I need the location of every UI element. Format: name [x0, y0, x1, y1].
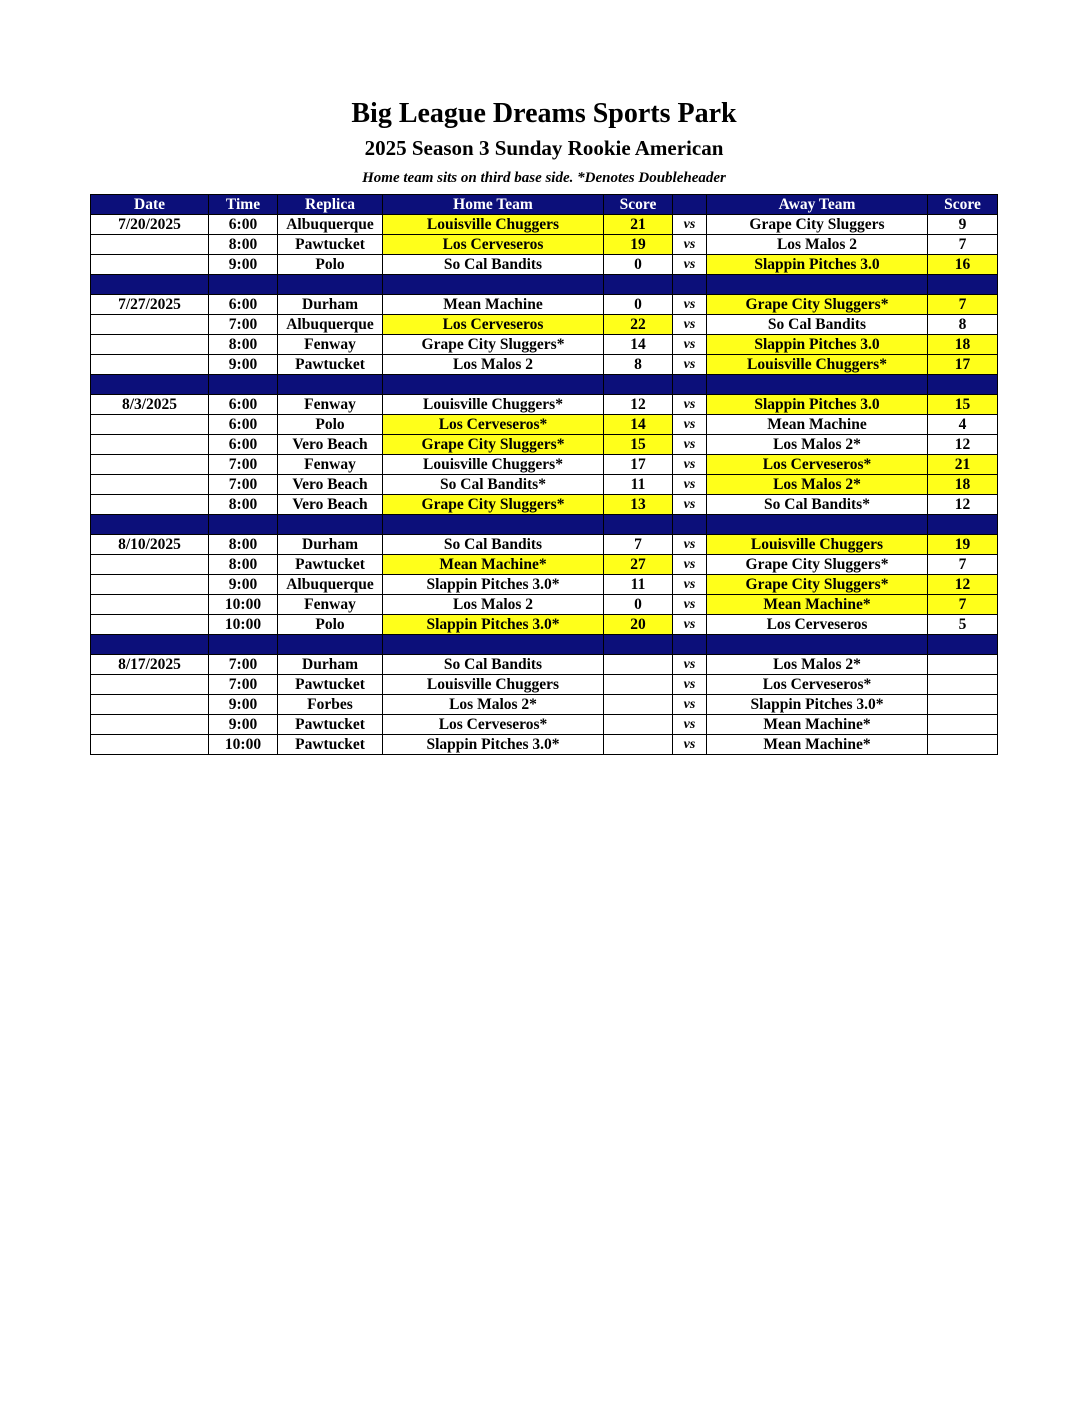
separator-cell: [928, 275, 998, 295]
home-score-cell: [604, 675, 673, 695]
vs-cell: vs: [673, 255, 707, 275]
vs-cell: vs: [673, 715, 707, 735]
field-cell: Durham: [278, 655, 383, 675]
game-time-cell: 10:00: [209, 735, 278, 755]
away-score-cell: 16: [928, 255, 998, 275]
game-date-cell: [91, 435, 209, 455]
home-team-cell: So Cal Bandits: [383, 535, 604, 555]
vs-cell: vs: [673, 555, 707, 575]
home-team-cell: Los Cerveseros: [383, 235, 604, 255]
game-time-cell: 8:00: [209, 335, 278, 355]
away-score-cell: 18: [928, 475, 998, 495]
game-date-cell: 8/10/2025: [91, 535, 209, 555]
home-team-cell: Los Malos 2: [383, 355, 604, 375]
game-time-cell: 8:00: [209, 555, 278, 575]
game-time-cell: 9:00: [209, 575, 278, 595]
field-cell: Polo: [278, 615, 383, 635]
field-cell: Polo: [278, 415, 383, 435]
separator-cell: [673, 275, 707, 295]
field-cell: Pawtucket: [278, 735, 383, 755]
away-team-cell: Mean Machine*: [707, 735, 928, 755]
home-score-cell: 27: [604, 555, 673, 575]
game-row: [91, 215, 998, 235]
vs-cell: vs: [673, 395, 707, 415]
field-cell: Pawtucket: [278, 555, 383, 575]
home-score-cell: [604, 735, 673, 755]
away-team-cell: Mean Machine: [707, 415, 928, 435]
game-time-cell: 6:00: [209, 295, 278, 315]
separator-cell: [383, 375, 604, 395]
home-score-cell: 21: [604, 215, 673, 235]
home-score-cell: 19: [604, 235, 673, 255]
game-time-cell: 6:00: [209, 435, 278, 455]
col-home-team-header: Home Team: [383, 195, 604, 215]
home-score-cell: 12: [604, 395, 673, 415]
game-row: [91, 455, 998, 475]
field-cell: Fenway: [278, 455, 383, 475]
game-date-cell: [91, 475, 209, 495]
game-date-cell: 8/3/2025: [91, 395, 209, 415]
away-team-cell: Grape City Sluggers*: [707, 295, 928, 315]
field-cell: Fenway: [278, 395, 383, 415]
col-time-header: Time: [209, 195, 278, 215]
away-team-cell: Slappin Pitches 3.0: [707, 395, 928, 415]
home-score-cell: 0: [604, 295, 673, 315]
vs-cell: vs: [673, 695, 707, 715]
separator-cell: [604, 635, 673, 655]
away-score-cell: 7: [928, 295, 998, 315]
home-team-cell: Grape City Sluggers*: [383, 435, 604, 455]
home-team-cell: Louisville Chuggers: [383, 215, 604, 235]
game-row: [91, 555, 998, 575]
game-row: [91, 595, 998, 615]
game-row: [91, 355, 998, 375]
game-date-cell: [91, 255, 209, 275]
field-cell: Vero Beach: [278, 495, 383, 515]
away-team-cell: Mean Machine*: [707, 595, 928, 615]
game-row: [91, 395, 998, 415]
away-team-cell: Los Cerveseros*: [707, 455, 928, 475]
away-team-cell: So Cal Bandits: [707, 315, 928, 335]
away-team-cell: Los Malos 2: [707, 235, 928, 255]
home-team-cell: Slappin Pitches 3.0*: [383, 735, 604, 755]
separator-cell: [928, 375, 998, 395]
game-row: [91, 255, 998, 275]
game-date-cell: [91, 735, 209, 755]
game-time-cell: 8:00: [209, 535, 278, 555]
col-away-team-header: Away Team: [707, 195, 928, 215]
field-cell: Albuquerque: [278, 315, 383, 335]
separator-cell: [91, 635, 209, 655]
field-cell: Forbes: [278, 695, 383, 715]
away-score-cell: 5: [928, 615, 998, 635]
separator-cell: [278, 515, 383, 535]
field-cell: Durham: [278, 295, 383, 315]
away-score-cell: 15: [928, 395, 998, 415]
game-row: [91, 675, 998, 695]
away-score-cell: 18: [928, 335, 998, 355]
game-time-cell: 7:00: [209, 455, 278, 475]
schedule-note: Home team sits on third base side. *Denotes Doubleheader: [362, 170, 726, 186]
game-time-cell: 7:00: [209, 675, 278, 695]
away-team-cell: Louisville Chuggers*: [707, 355, 928, 375]
away-team-cell: Mean Machine*: [707, 715, 928, 735]
separator-cell: [673, 375, 707, 395]
game-time-cell: 9:00: [209, 255, 278, 275]
away-score-cell: 12: [928, 575, 998, 595]
page-subtitle: 2025 Season 3 Sunday Rookie American: [364, 136, 724, 160]
vs-cell: vs: [673, 535, 707, 555]
week-separator-row: [91, 635, 998, 655]
game-date-cell: [91, 335, 209, 355]
game-date-cell: [91, 315, 209, 335]
away-score-cell: [928, 655, 998, 675]
game-row: [91, 235, 998, 255]
home-score-cell: 14: [604, 415, 673, 435]
page-title: Big League Dreams Sports Park: [351, 98, 737, 129]
game-row: [91, 415, 998, 435]
game-time-cell: 10:00: [209, 615, 278, 635]
home-score-cell: 13: [604, 495, 673, 515]
vs-cell: vs: [673, 455, 707, 475]
away-score-cell: 7: [928, 235, 998, 255]
away-team-cell: Slappin Pitches 3.0: [707, 335, 928, 355]
game-date-cell: 7/20/2025: [91, 215, 209, 235]
home-score-cell: 14: [604, 335, 673, 355]
col-away-score-header: Score: [928, 195, 998, 215]
vs-cell: vs: [673, 575, 707, 595]
home-team-cell: Louisville Chuggers*: [383, 455, 604, 475]
home-team-cell: Los Cerveseros*: [383, 415, 604, 435]
separator-cell: [707, 375, 928, 395]
game-time-cell: 8:00: [209, 495, 278, 515]
game-date-cell: [91, 595, 209, 615]
away-team-cell: Los Malos 2*: [707, 655, 928, 675]
game-date-cell: [91, 495, 209, 515]
away-score-cell: 9: [928, 215, 998, 235]
away-score-cell: [928, 735, 998, 755]
separator-cell: [673, 635, 707, 655]
away-team-cell: Grape City Sluggers: [707, 215, 928, 235]
vs-cell: vs: [673, 215, 707, 235]
header-row: [91, 195, 998, 215]
vs-cell: vs: [673, 295, 707, 315]
vs-cell: vs: [673, 615, 707, 635]
week-separator-row: [91, 515, 998, 535]
game-time-cell: 8:00: [209, 235, 278, 255]
vs-cell: vs: [673, 675, 707, 695]
separator-cell: [707, 635, 928, 655]
home-team-cell: Louisville Chuggers*: [383, 395, 604, 415]
vs-cell: vs: [673, 235, 707, 255]
field-cell: Pawtucket: [278, 715, 383, 735]
field-cell: Vero Beach: [278, 475, 383, 495]
game-row: [91, 735, 998, 755]
vs-cell: vs: [673, 335, 707, 355]
game-row: [91, 475, 998, 495]
col-date-header: Date: [91, 195, 209, 215]
home-score-cell: 15: [604, 435, 673, 455]
vs-cell: vs: [673, 475, 707, 495]
game-time-cell: 7:00: [209, 315, 278, 335]
home-team-cell: Los Cerveseros*: [383, 715, 604, 735]
game-time-cell: 9:00: [209, 695, 278, 715]
game-row: [91, 435, 998, 455]
game-time-cell: 7:00: [209, 475, 278, 495]
separator-cell: [928, 635, 998, 655]
field-cell: Durham: [278, 535, 383, 555]
field-cell: Fenway: [278, 595, 383, 615]
vs-cell: vs: [673, 495, 707, 515]
home-score-cell: 20: [604, 615, 673, 635]
home-score-cell: 11: [604, 475, 673, 495]
game-time-cell: 9:00: [209, 355, 278, 375]
separator-cell: [91, 515, 209, 535]
schedule-table: [90, 194, 998, 755]
vs-cell: vs: [673, 595, 707, 615]
separator-cell: [278, 275, 383, 295]
separator-cell: [707, 275, 928, 295]
game-row: [91, 575, 998, 595]
field-cell: Albuquerque: [278, 215, 383, 235]
home-score-cell: [604, 695, 673, 715]
game-time-cell: 6:00: [209, 415, 278, 435]
away-score-cell: 12: [928, 435, 998, 455]
home-team-cell: Los Malos 2: [383, 595, 604, 615]
separator-cell: [209, 515, 278, 535]
home-team-cell: Grape City Sluggers*: [383, 495, 604, 515]
home-score-cell: 7: [604, 535, 673, 555]
field-cell: Pawtucket: [278, 675, 383, 695]
game-date-cell: [91, 455, 209, 475]
vs-cell: vs: [673, 355, 707, 375]
vs-cell: vs: [673, 435, 707, 455]
game-date-cell: [91, 355, 209, 375]
away-score-cell: [928, 675, 998, 695]
game-row: [91, 655, 998, 675]
separator-cell: [278, 375, 383, 395]
separator-cell: [209, 635, 278, 655]
game-time-cell: 6:00: [209, 215, 278, 235]
game-date-cell: [91, 575, 209, 595]
away-team-cell: So Cal Bandits*: [707, 495, 928, 515]
field-cell: Pawtucket: [278, 235, 383, 255]
away-team-cell: Grape City Sluggers*: [707, 575, 928, 595]
field-cell: Vero Beach: [278, 435, 383, 455]
game-row: [91, 315, 998, 335]
home-score-cell: 22: [604, 315, 673, 335]
away-team-cell: Los Cerveseros: [707, 615, 928, 635]
away-score-cell: 4: [928, 415, 998, 435]
game-date-cell: 8/17/2025: [91, 655, 209, 675]
away-team-cell: Louisville Chuggers: [707, 535, 928, 555]
home-team-cell: So Cal Bandits: [383, 255, 604, 275]
home-score-cell: 11: [604, 575, 673, 595]
field-cell: Albuquerque: [278, 575, 383, 595]
separator-cell: [278, 635, 383, 655]
week-separator-row: [91, 375, 998, 395]
separator-cell: [383, 635, 604, 655]
away-score-cell: [928, 695, 998, 715]
game-row: [91, 715, 998, 735]
game-row: [91, 495, 998, 515]
home-team-cell: Mean Machine*: [383, 555, 604, 575]
separator-cell: [209, 375, 278, 395]
away-team-cell: Slappin Pitches 3.0*: [707, 695, 928, 715]
away-score-cell: 7: [928, 555, 998, 575]
game-date-cell: [91, 555, 209, 575]
home-score-cell: 0: [604, 595, 673, 615]
separator-cell: [604, 275, 673, 295]
separator-cell: [604, 375, 673, 395]
vs-cell: vs: [673, 315, 707, 335]
game-date-cell: [91, 615, 209, 635]
home-score-cell: 8: [604, 355, 673, 375]
game-date-cell: 7/27/2025: [91, 295, 209, 315]
home-score-cell: [604, 715, 673, 735]
home-team-cell: Slappin Pitches 3.0*: [383, 615, 604, 635]
game-date-cell: [91, 675, 209, 695]
col-vs-header: [673, 195, 707, 215]
schedule-body: [91, 215, 998, 755]
away-score-cell: 17: [928, 355, 998, 375]
col-replica-header: Replica: [278, 195, 383, 215]
away-score-cell: 19: [928, 535, 998, 555]
separator-cell: [928, 515, 998, 535]
col-home-score-header: Score: [604, 195, 673, 215]
home-team-cell: Mean Machine: [383, 295, 604, 315]
away-score-cell: 21: [928, 455, 998, 475]
separator-cell: [604, 515, 673, 535]
home-team-cell: Slappin Pitches 3.0*: [383, 575, 604, 595]
game-time-cell: 9:00: [209, 715, 278, 735]
home-score-cell: [604, 655, 673, 675]
game-row: [91, 535, 998, 555]
home-team-cell: So Cal Bandits*: [383, 475, 604, 495]
away-team-cell: Slappin Pitches 3.0: [707, 255, 928, 275]
away-team-cell: Los Cerveseros*: [707, 675, 928, 695]
away-score-cell: 8: [928, 315, 998, 335]
away-team-cell: Los Malos 2*: [707, 435, 928, 455]
game-time-cell: 10:00: [209, 595, 278, 615]
home-score-cell: 0: [604, 255, 673, 275]
separator-cell: [383, 515, 604, 535]
home-team-cell: So Cal Bandits: [383, 655, 604, 675]
game-date-cell: [91, 695, 209, 715]
separator-cell: [673, 515, 707, 535]
away-team-cell: Los Malos 2*: [707, 475, 928, 495]
game-time-cell: 7:00: [209, 655, 278, 675]
week-separator-row: [91, 275, 998, 295]
separator-cell: [209, 275, 278, 295]
game-date-cell: [91, 715, 209, 735]
field-cell: Polo: [278, 255, 383, 275]
home-team-cell: Grape City Sluggers*: [383, 335, 604, 355]
home-team-cell: Los Malos 2*: [383, 695, 604, 715]
game-row: [91, 335, 998, 355]
game-row: [91, 695, 998, 715]
field-cell: Fenway: [278, 335, 383, 355]
away-score-cell: 12: [928, 495, 998, 515]
game-time-cell: 6:00: [209, 395, 278, 415]
vs-cell: vs: [673, 735, 707, 755]
vs-cell: vs: [673, 655, 707, 675]
game-row: [91, 295, 998, 315]
game-row: [91, 615, 998, 635]
away-team-cell: Grape City Sluggers*: [707, 555, 928, 575]
vs-cell: vs: [673, 415, 707, 435]
separator-cell: [91, 375, 209, 395]
game-date-cell: [91, 235, 209, 255]
away-score-cell: 7: [928, 595, 998, 615]
separator-cell: [91, 275, 209, 295]
field-cell: Pawtucket: [278, 355, 383, 375]
separator-cell: [707, 515, 928, 535]
away-score-cell: [928, 715, 998, 735]
home-score-cell: 17: [604, 455, 673, 475]
separator-cell: [383, 275, 604, 295]
home-team-cell: Louisville Chuggers: [383, 675, 604, 695]
home-team-cell: Los Cerveseros: [383, 315, 604, 335]
game-date-cell: [91, 415, 209, 435]
